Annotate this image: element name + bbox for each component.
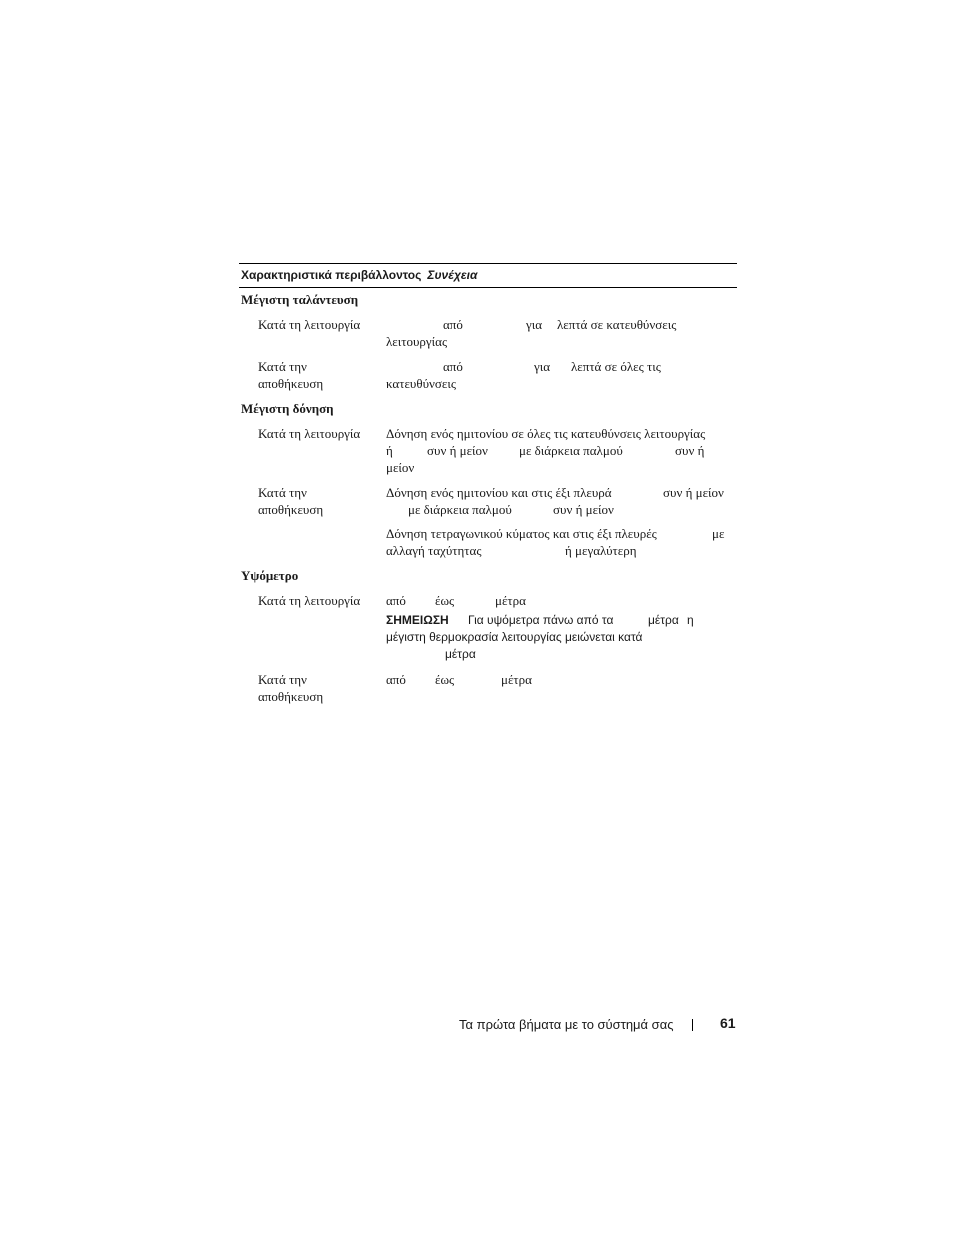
footer-divider xyxy=(692,1019,693,1031)
value-word: με διάρκεια παλμού xyxy=(408,502,512,517)
value-text: Δόνηση ενός ημιτονίου και στις έξι πλευρά xyxy=(386,485,612,500)
note-text: μέτρα xyxy=(445,647,476,661)
value-word: ή xyxy=(386,443,393,458)
table-header xyxy=(239,263,737,288)
value-text: Δόνηση τετραγωνικού κύματος και στις έξι πλευρές xyxy=(386,526,657,541)
table-title: Χαρακτηριστικά περιβάλλοντος xyxy=(241,268,422,282)
value-word: μείον xyxy=(386,460,415,475)
value-word: μέτρα xyxy=(495,593,526,608)
row-label-storage: Κατά την xyxy=(258,359,307,374)
value-word: με διάρκεια παλμού xyxy=(519,443,623,458)
section-heading-shock: Μέγιστη ταλάντευση xyxy=(241,292,359,307)
value-word: μέτρα xyxy=(501,672,532,687)
value-text: Δόνηση ενός ημιτονίου σε όλες τις κατευθύνσεις λειτουργίας xyxy=(386,426,706,441)
value-word: συν ή μείον xyxy=(663,485,724,500)
row-label-storage: Κατά την xyxy=(258,672,307,687)
section-heading-altitude: Υψόμετρο xyxy=(241,568,299,583)
value-word: με xyxy=(712,526,725,541)
value-word: αλλαγή ταχύτητας xyxy=(386,543,482,558)
row-label-storage: Κατά την xyxy=(258,485,307,500)
row-label-operating: Κατά τη λειτουργία xyxy=(258,317,361,332)
note-text: μέγιστη θερμοκρασία λειτουργίας μειώνεται κατά xyxy=(386,630,643,644)
row-label-storage: αποθήκευση xyxy=(258,502,324,517)
section-heading-vibration: Μέγιστη δόνηση xyxy=(241,401,334,416)
value-word: ή μεγαλύτερη xyxy=(565,543,637,558)
footer-chapter-title: Τα πρώτα βήματα με το σύστημά σας xyxy=(459,1017,674,1032)
value-word: λεπτά σε κατευθύνσεις xyxy=(557,317,677,332)
value-word: συν ή μείον xyxy=(553,502,614,517)
value-word: από xyxy=(386,593,406,608)
value-word: κατευθύνσεις xyxy=(386,376,457,391)
value-word: από xyxy=(443,359,463,374)
note-text: Για υψόμετρα πάνω από τα xyxy=(468,613,614,627)
row-label-operating: Κατά τη λειτουργία xyxy=(258,593,361,608)
note-keyword: ΣΗΜΕΙΩΣΗ xyxy=(386,613,449,627)
value-word: για xyxy=(526,317,543,332)
row-label-operating: Κατά τη λειτουργία xyxy=(258,426,361,441)
value-word: έως xyxy=(435,593,455,608)
note-text: μέτρα xyxy=(648,613,679,627)
value-word: συν ή μείον xyxy=(427,443,488,458)
note-text: η xyxy=(687,613,694,627)
value-word: για xyxy=(534,359,551,374)
value-word: από xyxy=(443,317,463,332)
note xyxy=(386,612,449,629)
value-word: λειτουργίας xyxy=(386,334,448,349)
row-label-storage: αποθήκευση xyxy=(258,689,324,704)
value-word: έως xyxy=(435,672,455,687)
value-word: λεπτά σε όλες τις xyxy=(571,359,661,374)
value-word: από xyxy=(386,672,406,687)
row-label-storage: αποθήκευση xyxy=(258,376,324,391)
value-word: συν ή xyxy=(675,443,705,458)
page-number: 61 xyxy=(720,1015,736,1031)
table-title-continued: Συνέχεια xyxy=(427,268,478,282)
